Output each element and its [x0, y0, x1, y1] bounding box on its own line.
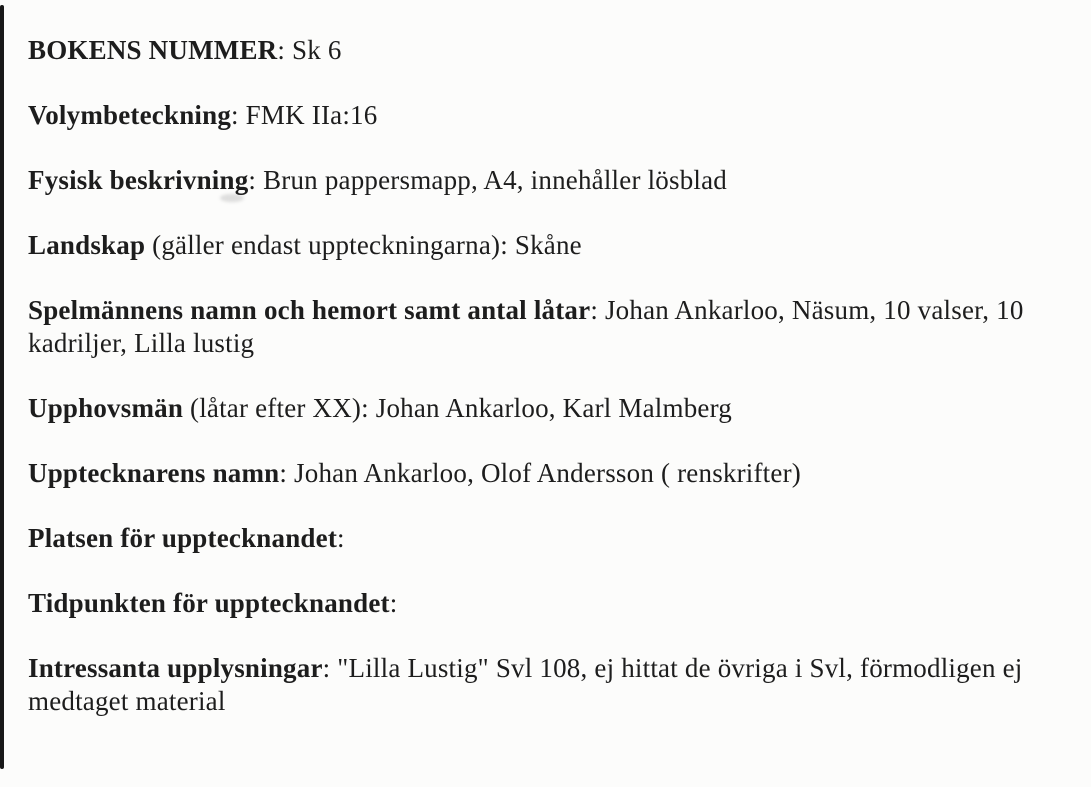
field-platsen	[28, 522, 1083, 555]
field-label: Tidpunkten för upptecknandet	[28, 588, 390, 618]
field-value: : Sk 6	[277, 35, 342, 65]
field-fysisk-beskrivning	[28, 164, 1083, 197]
field-label-suffix: (gäller endast uppteckningarna)	[145, 230, 501, 260]
field-value: :	[337, 523, 345, 553]
field-upphovsman	[28, 392, 1083, 425]
field-label: BOKENS NUMMER	[28, 35, 278, 65]
field-intressanta-upplysningar	[28, 652, 1083, 718]
field-label: Upptecknarens namn	[28, 458, 280, 488]
field-value: : Skåne	[500, 230, 582, 260]
field-label: Landskap	[28, 230, 146, 260]
field-label: Platsen för upptecknandet	[28, 523, 338, 553]
field-label: Intressanta upplysningar	[28, 653, 323, 683]
scan-edge-artifact	[0, 5, 4, 769]
field-label: Spelmännens namn och hemort samt antal låtar	[28, 295, 591, 325]
field-value: :	[389, 588, 398, 618]
field-label: Upphovsmän	[28, 393, 184, 423]
field-volymbeteckning	[28, 99, 1083, 132]
field-value: : FMK IIa:16	[231, 100, 378, 130]
field-value: : Johan Ankarloo, Olof Andersson ( renskrifter)	[279, 458, 801, 488]
field-bokens-nummer	[28, 34, 1083, 67]
field-value-line2: medtaget material	[28, 686, 226, 716]
field-value: : Brun pappersmapp, A4, innehåller lösblad	[248, 165, 727, 195]
field-value: : Johan Ankarloo, Karl Malmberg	[361, 393, 732, 423]
field-landskap	[28, 229, 1083, 262]
field-value-line2: kadriljer, Lilla lustig	[28, 328, 255, 358]
field-spelmannens-namn	[28, 294, 1083, 360]
field-value: : "Lilla Lustig" Svl 108, ej hittat de övriga i Svl, förmodligen ej	[322, 653, 1023, 683]
field-label: Volymbeteckning	[28, 100, 232, 130]
field-tidpunkten	[28, 587, 1083, 620]
field-label-suffix: (låtar efter XX)	[183, 393, 362, 423]
field-value: : Johan Ankarloo, Näsum, 10 valser, 10	[590, 295, 1024, 325]
document-content	[28, 34, 1083, 750]
field-label: Fysisk beskrivning	[28, 165, 249, 195]
field-upptecknarens-namn	[28, 457, 1083, 490]
